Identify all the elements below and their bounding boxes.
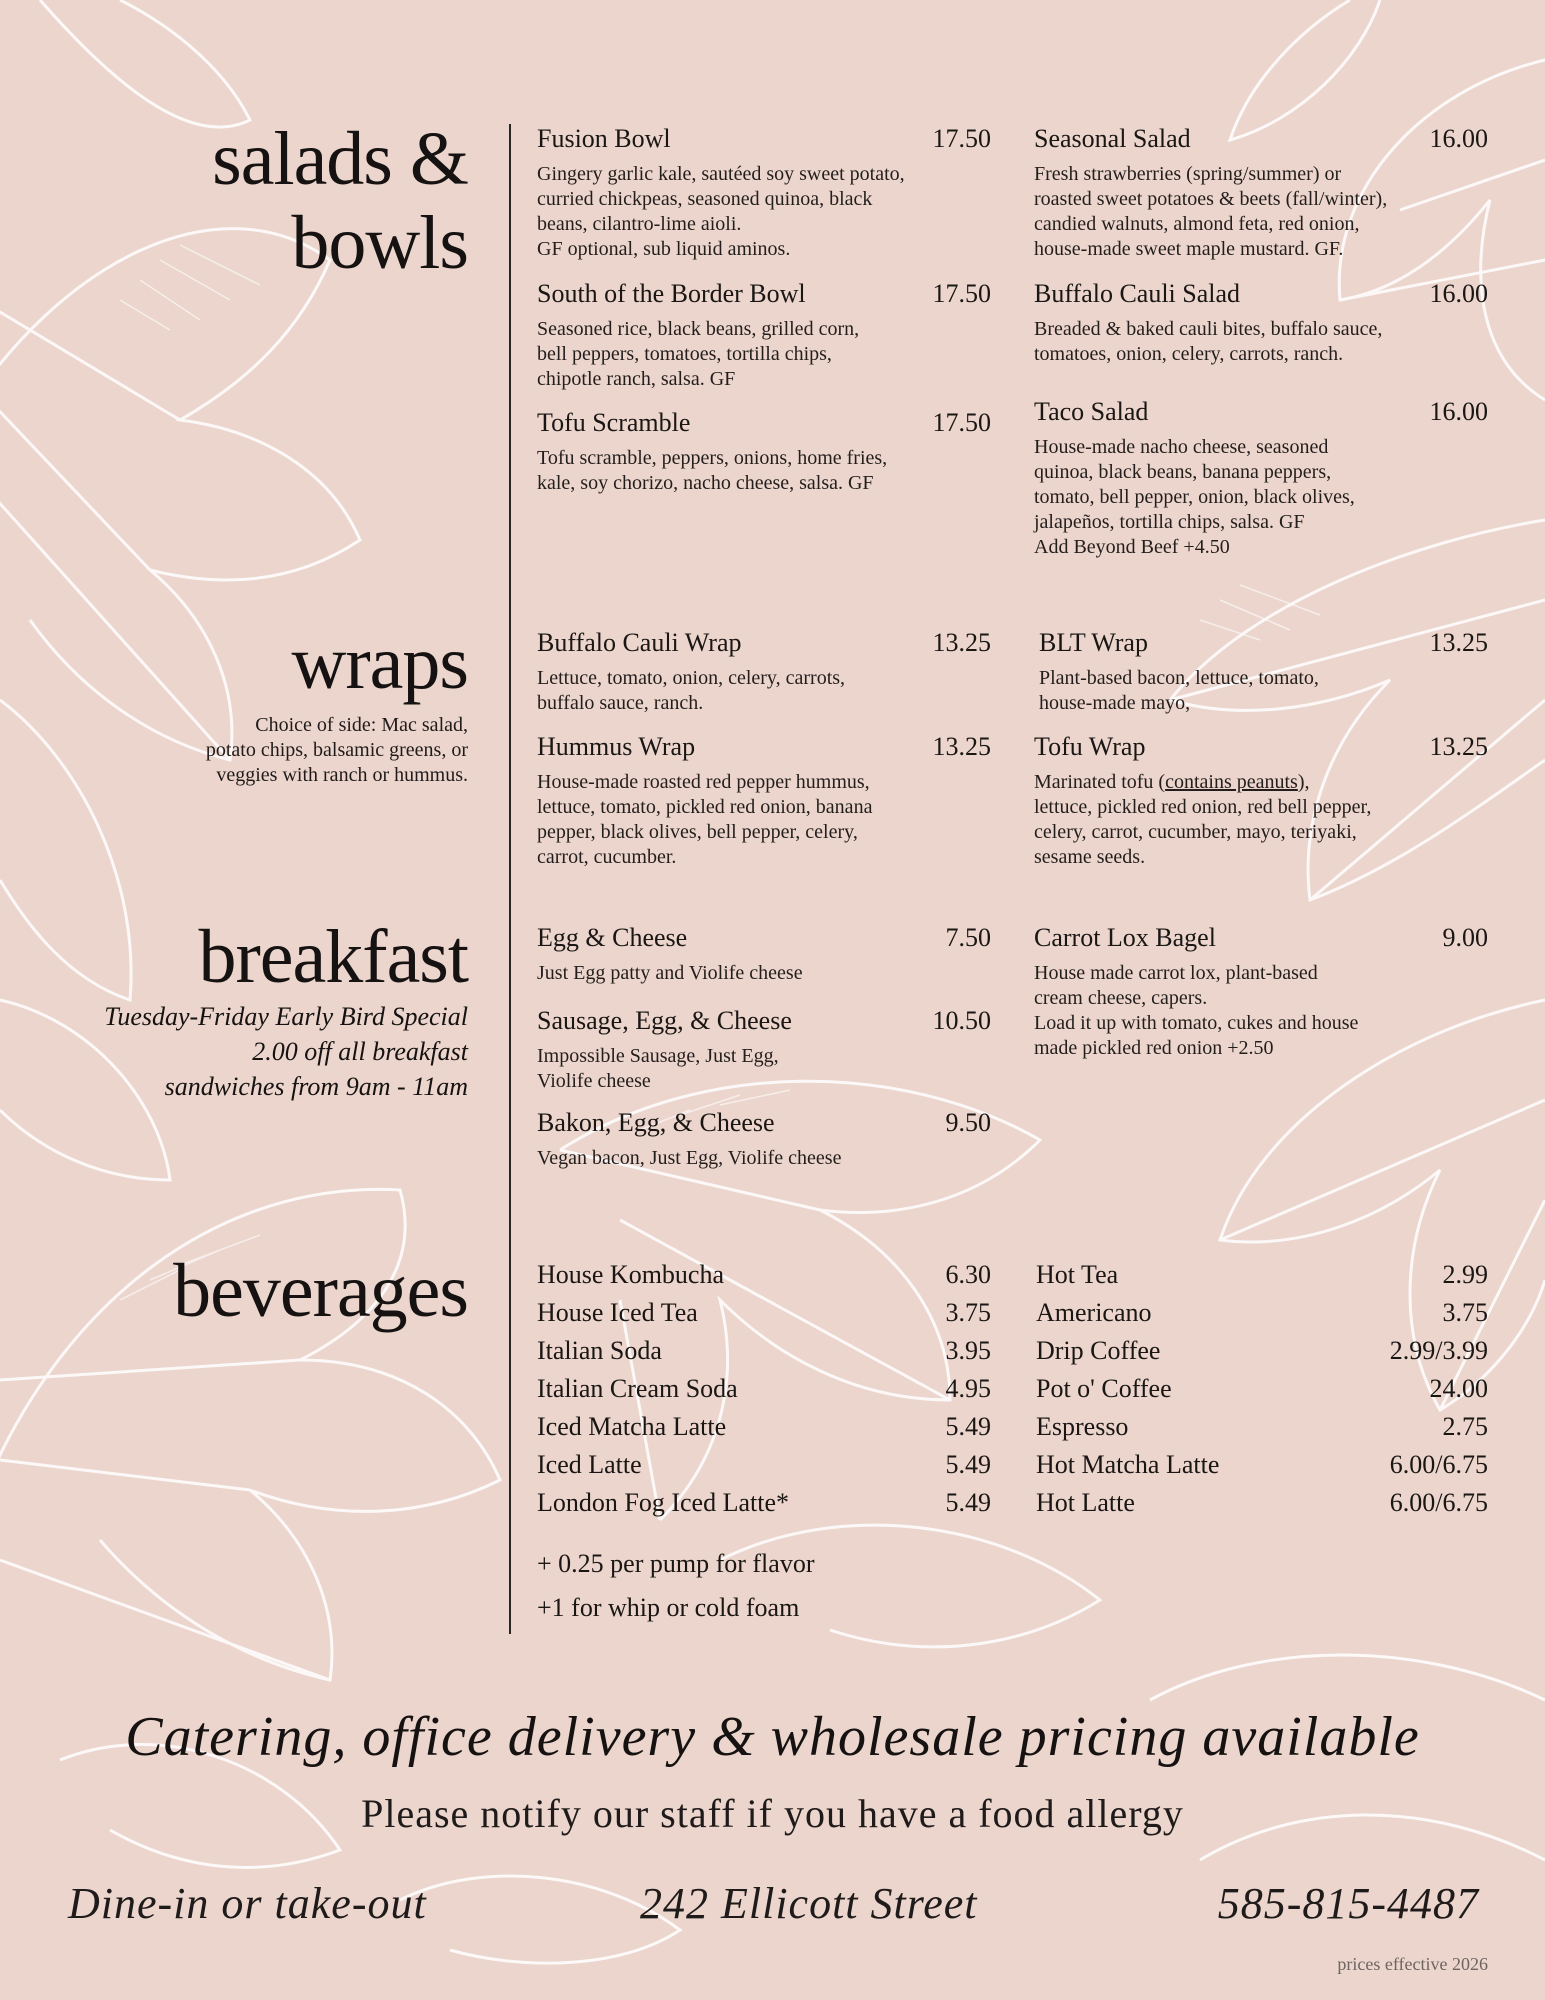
column-divider — [509, 124, 511, 1634]
item-price: 17.50 — [932, 408, 991, 437]
beverage-price: 2.99 — [1442, 1260, 1488, 1289]
item-name: Buffalo Cauli Salad — [1034, 279, 1241, 308]
phone-number: 585-815-4487 — [1217, 1879, 1479, 1928]
item-price: 9.00 — [1442, 923, 1488, 952]
beverage-name: House Iced Tea — [537, 1298, 698, 1327]
item-description: Breaded & baked cauli bites, buffalo sauce, tomatoes, onion, celery, carrots, ranch. — [1034, 318, 1383, 365]
beverage-row — [1036, 1256, 1488, 1294]
item-description: Tofu scramble, peppers, onions, home fries, kale, soy chorizo, nacho cheese, salsa. GF — [537, 447, 888, 494]
salads-title-line2: bowls — [291, 200, 468, 285]
section-title-beverages: beverages — [173, 1249, 468, 1333]
addon-note: + 0.25 per pump for flavor — [537, 1549, 815, 1578]
item-name: Bakon, Egg, & Cheese — [537, 1108, 775, 1137]
item-description: Gingery garlic kale, sautéed soy sweet potato, curried chickpeas, seasoned quinoa, black beans, cilantro-lime aioli. GF optional, sub liquid aminos. — [537, 163, 905, 260]
beverage-price: 6.00/6.75 — [1389, 1488, 1488, 1517]
item-name: Taco Salad — [1034, 397, 1149, 426]
item-description: Plant-based bacon, lettuce, tomato, house-made mayo, — [1039, 667, 1319, 714]
wraps-side-note: Choice of side: Mac salad, potato chips, balsamic greens, or veggies with ranch or hummus. — [205, 714, 468, 786]
catering-banner: Catering, office delivery & wholesale pricing available — [125, 1706, 1420, 1768]
early-bird-note: Tuesday-Friday Early Bird Special 2.00 off all breakfast sandwiches from 9am - 11am — [104, 1002, 468, 1101]
beverage-name: Americano — [1036, 1298, 1152, 1327]
item-description: Lettuce, tomato, onion, celery, carrots, buffalo sauce, ranch. — [537, 667, 846, 714]
beverage-price: 24.00 — [1429, 1374, 1488, 1403]
menu-item — [1034, 279, 1488, 367]
section-title-salads — [212, 118, 468, 285]
beverage-price: 3.95 — [945, 1336, 991, 1365]
item-name: Hummus Wrap — [537, 732, 696, 761]
beverage-list-right — [1036, 1256, 1488, 1522]
menu-item — [537, 1006, 991, 1094]
item-description: House-made roasted red pepper hummus, lettuce, tomato, pickled red onion, banana pepper, black olives, bell pepper, celery, carrot, cucumber. — [537, 771, 873, 868]
item-price: 16.00 — [1429, 397, 1488, 426]
item-name: BLT Wrap — [1039, 628, 1148, 657]
dine-in-take-out: Dine-in or take-out — [68, 1879, 427, 1928]
allergen-warning: contains peanuts — [1165, 771, 1298, 793]
beverage-price: 5.49 — [945, 1488, 991, 1517]
beverage-name: Italian Cream Soda — [537, 1374, 738, 1403]
menu-item — [537, 408, 991, 496]
beverage-row — [1036, 1408, 1488, 1446]
menu-item — [1034, 732, 1488, 870]
beverage-row — [1036, 1370, 1488, 1408]
beverage-price: 2.75 — [1442, 1412, 1488, 1441]
beverage-price: 3.75 — [1442, 1298, 1488, 1327]
item-price: 13.25 — [932, 732, 991, 761]
beverage-row — [1036, 1294, 1488, 1332]
beverage-name: Italian Soda — [537, 1336, 662, 1365]
beverage-price: 6.00/6.75 — [1389, 1450, 1488, 1479]
item-name: Seasonal Salad — [1034, 124, 1191, 153]
menu-item — [537, 279, 991, 392]
item-description: Just Egg patty and Violife cheese — [537, 962, 803, 984]
item-description: Impossible Sausage, Just Egg, Violife cheese — [537, 1045, 779, 1092]
item-description — [1034, 770, 1488, 870]
menu-item — [537, 124, 991, 262]
beverage-row — [537, 1484, 991, 1522]
menu-item — [537, 923, 991, 986]
desc-text: Marinated tofu ( — [1034, 771, 1166, 793]
beverage-name: London Fog Iced Latte* — [537, 1488, 789, 1517]
beverage-price: 6.30 — [945, 1260, 991, 1289]
menu-item — [1039, 628, 1488, 716]
item-name: Tofu Wrap — [1034, 732, 1146, 761]
beverage-name: Espresso — [1036, 1412, 1129, 1441]
item-price: 17.50 — [932, 124, 991, 153]
item-price: 16.00 — [1429, 124, 1488, 153]
item-price: 17.50 — [932, 279, 991, 308]
beverage-name: Pot o' Coffee — [1036, 1374, 1172, 1403]
beverage-price: 5.49 — [945, 1412, 991, 1441]
beverage-row — [537, 1408, 991, 1446]
desc-text: ), lettuce, pickled red onion, red bell pepper, celery, carrot, cucumber, mayo, teriyaki, sesame seeds. — [1034, 771, 1372, 868]
beverage-row — [1036, 1332, 1488, 1370]
beverage-price: 2.99/3.99 — [1389, 1336, 1488, 1365]
menu-item — [1034, 124, 1488, 262]
beverage-row — [537, 1332, 991, 1370]
salads-title-line1: salads & — [212, 117, 468, 201]
menu-item — [1034, 397, 1488, 560]
section-title-breakfast: breakfast — [198, 915, 468, 999]
item-description: Fresh strawberries (spring/summer) or roasted sweet potatoes & beets (fall/winter), candied walnuts, almond feta, red onion, house-made sweet maple mustard. GF. — [1034, 163, 1388, 260]
item-price: 16.00 — [1429, 279, 1488, 308]
beverage-name: Iced Latte — [537, 1450, 642, 1479]
beverage-row — [537, 1446, 991, 1484]
menu-item — [1034, 923, 1488, 1061]
beverage-price: 4.95 — [945, 1374, 991, 1403]
beverage-name: Hot Matcha Latte — [1036, 1450, 1220, 1479]
item-price: 10.50 — [932, 1006, 991, 1035]
item-price: 13.25 — [1429, 628, 1488, 657]
item-name: Fusion Bowl — [537, 124, 671, 153]
beverage-name: Hot Tea — [1036, 1260, 1119, 1289]
item-price: 7.50 — [945, 923, 991, 952]
section-title-wraps: wraps — [291, 621, 468, 705]
beverage-row — [537, 1256, 991, 1294]
item-description: House-made nacho cheese, seasoned quinoa, black beans, banana peppers, tomato, bell pepper, onion, black olives, jalapeños, tortilla chips, salsa. GF Add Beyond Beef +4.50 — [1034, 436, 1355, 558]
beverage-name: Iced Matcha Latte — [537, 1412, 727, 1441]
beverage-row — [537, 1294, 991, 1332]
item-price: 13.25 — [1429, 732, 1488, 761]
item-name: South of the Border Bowl — [537, 279, 806, 308]
beverage-price: 5.49 — [945, 1450, 991, 1479]
menu-item — [537, 628, 991, 716]
beverage-list-left — [537, 1256, 991, 1630]
item-name: Sausage, Egg, & Cheese — [537, 1006, 792, 1035]
item-description: Vegan bacon, Just Egg, Violife cheese — [537, 1147, 842, 1169]
beverage-name: Drip Coffee — [1036, 1336, 1161, 1365]
allergy-notice: Please notify our staff if you have a food allergy — [361, 1791, 1184, 1836]
beverage-row — [1036, 1484, 1488, 1522]
beverage-name: Hot Latte — [1036, 1488, 1135, 1517]
address: 242 Ellicott Street — [640, 1879, 978, 1928]
item-description: House made carrot lox, plant-based cream cheese, capers. Load it up with tomato, cukes and house made pickled red onion +2.50 — [1034, 962, 1359, 1059]
item-description: Seasoned rice, black beans, grilled corn, bell peppers, tomatoes, tortilla chips, chipotle ranch, salsa. GF — [537, 318, 860, 390]
item-name: Buffalo Cauli Wrap — [537, 628, 742, 657]
item-price: 13.25 — [932, 628, 991, 657]
addon-note: +1 for whip or cold foam — [537, 1593, 800, 1622]
item-name: Carrot Lox Bagel — [1034, 923, 1216, 952]
beverage-row — [537, 1370, 991, 1408]
item-name: Egg & Cheese — [537, 923, 688, 952]
beverage-name: House Kombucha — [537, 1260, 725, 1289]
beverage-price: 3.75 — [945, 1298, 991, 1327]
beverage-row — [1036, 1446, 1488, 1484]
item-price: 9.50 — [945, 1108, 991, 1137]
menu-item — [537, 732, 991, 870]
menu-item — [537, 1108, 991, 1171]
item-name: Tofu Scramble — [537, 408, 691, 437]
prices-effective-note: prices effective 2026 — [1337, 1954, 1488, 1974]
